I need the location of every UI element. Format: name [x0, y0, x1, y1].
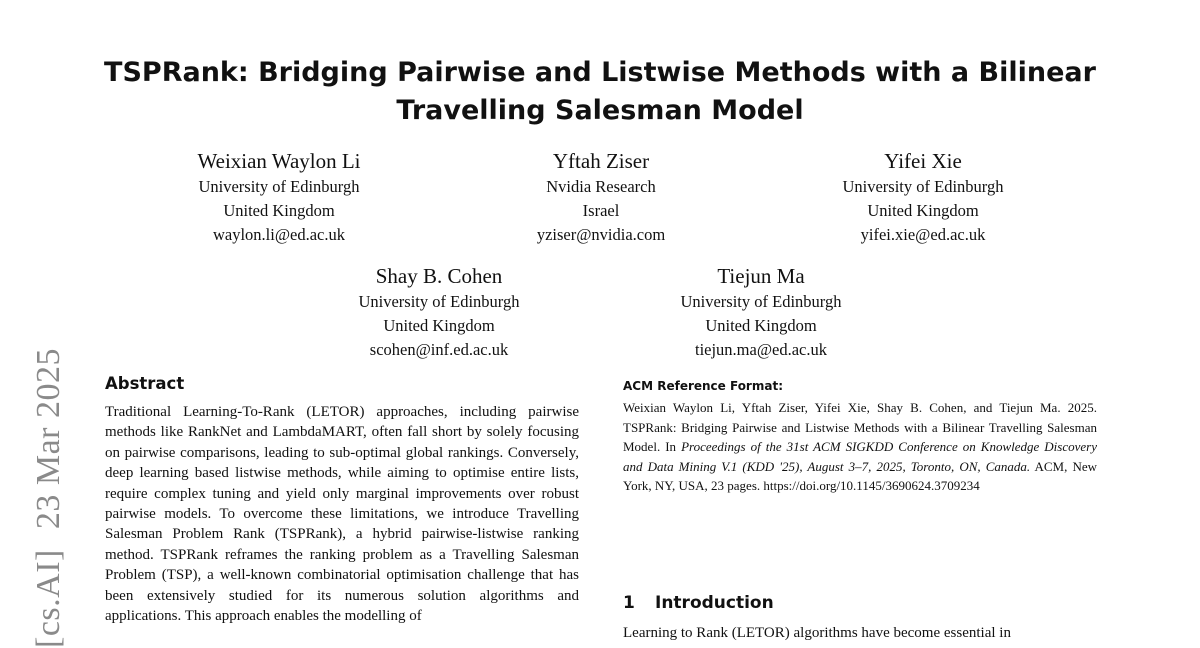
author-name: Yifei Xie	[884, 149, 962, 173]
author-email: waylon.li@ed.ac.uk	[212, 225, 346, 244]
author-email: scohen@inf.ed.ac.uk	[369, 340, 509, 359]
paper-title	[90, 54, 1110, 130]
author-email: tiejun.ma@ed.ac.uk	[694, 340, 828, 359]
author-affiliation: Nvidia Research	[546, 177, 656, 196]
author-affiliation: University of Edinburgh	[842, 177, 1004, 196]
author-block-2	[500, 147, 702, 247]
author-country: United Kingdom	[223, 201, 335, 220]
acm-reference-authors: Weixian Waylon Li, Yftah Ziser, Yifei Xie, Shay B. Cohen, and Tiejun Ma. 2025. TSPRank: Bridging Pairwise and Listwise Methods with a Bilinear Travelling Salesman Model. In	[623, 400, 1097, 454]
author-country: United Kingdom	[383, 316, 495, 335]
author-block-1	[178, 147, 380, 247]
author-name: Tiejun Ma	[717, 264, 805, 288]
author-country: United Kingdom	[705, 316, 817, 335]
author-affiliation: University of Edinburgh	[680, 292, 842, 311]
author-block-5	[658, 262, 864, 362]
author-country: Israel	[582, 201, 620, 220]
paper-title-line-1: TSPRank: Bridging Pairwise and Listwise Methods with a Bilinear	[104, 57, 1096, 88]
acm-reference-publisher: ACM, New York, NY, USA, 23 pages. https://doi.org/10.1145/3690624.3709234	[623, 458, 1097, 493]
arxiv-category: [cs.AI]	[30, 549, 67, 648]
author-affiliation: University of Edinburgh	[358, 292, 520, 311]
acm-reference-text	[623, 398, 1097, 496]
abstract-text: Traditional Learning-To-Rank (LETOR) approaches, including pairwise methods like RankNet and LambdaMART, often fall short by solely focusing on pairwise comparisons, leading to sub-optimal global rankings. Conversely, deep learning based listwise methods, while aiming to optimise entire lists, require complex tuning and yield only marginal improvements over robust pairwise models. To overcome these limitations, we introduce Travelling Salesman Problem Rank (TSPRank), a hybrid pairwise-listwise ranking method. TSPRank reframes the ranking problem as a Travelling Salesman Problem (TSP), a well-known combinatorial optimisation challenge that has been extensively studied for its numerous solution algorithms and applications. This approach enables the modelling of	[105, 404, 579, 625]
paper-title-line-2: Travelling Salesman Model	[396, 95, 804, 126]
author-affiliation: University of Edinburgh	[198, 177, 360, 196]
arxiv-date: 23 Mar 2025	[30, 348, 67, 530]
author-email: yziser@nvidia.com	[536, 225, 666, 244]
arxiv-sidebar-stamp	[30, 348, 68, 648]
author-block-4	[336, 262, 542, 362]
author-name: Yftah Ziser	[552, 149, 650, 173]
acm-reference-venue: Proceedings of the 31st ACM SIGKDD Conference on Knowledge Discovery and Data Mining V.1 (KDD '25), August 3–7, 2025, Toronto, ON, Canada.	[623, 439, 1097, 474]
author-country: United Kingdom	[867, 201, 979, 220]
author-block-3	[818, 147, 1028, 247]
author-name: Shay B. Cohen	[375, 264, 503, 288]
author-name: Weixian Waylon Li	[197, 149, 361, 173]
author-email: yifei.xie@ed.ac.uk	[860, 225, 986, 244]
introduction-text: Learning to Rank (LETOR) algorithms have become essential in	[623, 625, 1011, 641]
introduction-heading	[623, 593, 774, 613]
section-number: 1	[623, 593, 635, 613]
abstract-heading: Abstract	[105, 374, 185, 393]
acm-reference-heading: ACM Reference Format:	[623, 379, 783, 393]
section-title: Introduction	[655, 593, 774, 613]
